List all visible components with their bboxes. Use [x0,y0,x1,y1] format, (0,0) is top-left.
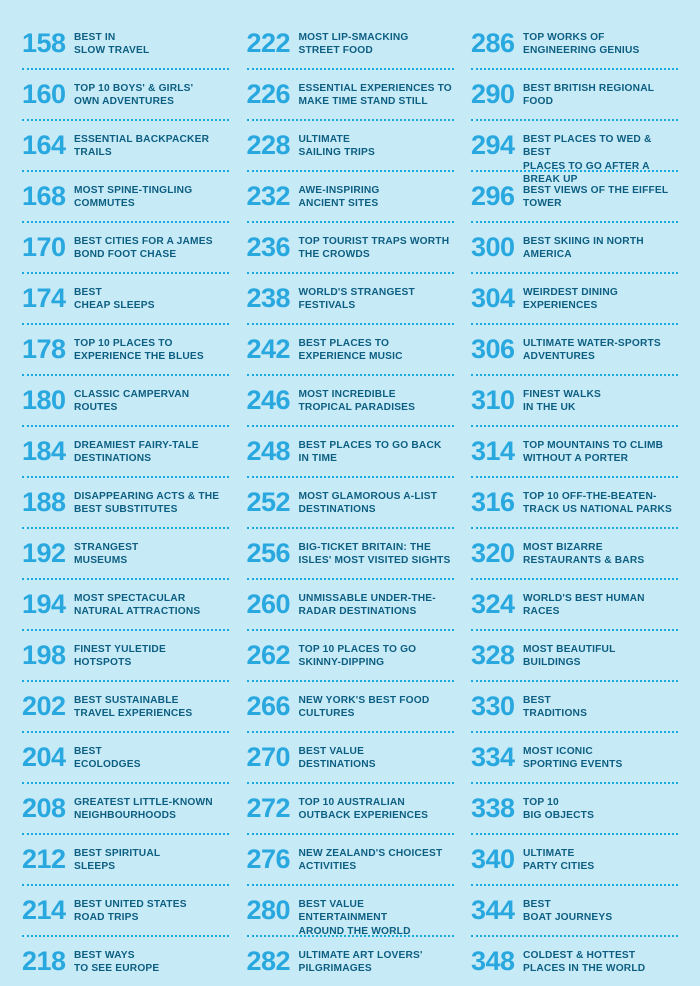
toc-entry-title-line: SAILING TRIPS [298,147,375,159]
toc-entry-page-number: 330 [471,691,515,721]
toc-entry-page-number: 306 [471,334,515,364]
toc-entry-title-line: FESTIVALS [298,300,356,312]
toc-entry-title [299,944,454,976]
toc-entry-title [523,128,678,187]
toc-entry-title-line: MOST SPECTACULAR [74,593,186,604]
toc-entry-title [299,128,454,160]
toc-entry-title-line: TRAILS [74,147,112,159]
toc-column-2 [246,26,454,976]
toc-entry-title [523,77,678,109]
toc-entry-title [299,740,454,772]
toc-entry-title-line: TROPICAL PARADISES [298,402,416,414]
toc-entry-page-number: 262 [246,640,291,670]
toc-entry-title [299,230,454,262]
toc-entry[interactable] [247,587,454,631]
toc-entry-title-line: RADAR DESTINATIONS [298,606,417,618]
toc-entry-page-number: 348 [471,946,515,976]
toc-entry-title [523,332,678,364]
toc-entry-title-line: ESSENTIAL EXPERIENCES TO [298,83,452,94]
toc-entry-title-line: BEST [74,287,102,298]
toc-entry-title [523,944,678,976]
toc-entry-title [523,791,678,823]
toc-entry-title-line: AWE-INSPIRING [298,185,380,196]
toc-entry-title [299,587,454,619]
toc-entry-title [74,383,229,415]
toc-entry-title [523,740,678,772]
toc-entry-page-number: 314 [471,436,515,466]
toc-entry-title-line: BEST SUSTAINABLE [74,695,179,706]
toc-entry[interactable] [471,638,678,682]
toc-entry-title-line: ROAD TRIPS [74,912,139,924]
toc-entry-page-number: 222 [246,28,291,58]
toc-entry[interactable] [471,740,678,784]
toc-entry-page-number: 270 [246,742,291,772]
toc-entry-title-line: BEST [74,746,102,757]
toc-entry[interactable] [471,128,678,186]
toc-entry-title-line: NEW ZEALAND'S CHOICEST [298,848,443,859]
toc-entry[interactable] [247,893,454,937]
toc-entry-title-line: WEIRDEST DINING [523,287,618,298]
toc-entry[interactable] [22,893,229,937]
toc-entry-page-number: 248 [246,436,291,466]
toc-entry-page-number: 208 [22,793,66,823]
toc-entry-page-number: 286 [471,28,515,58]
toc-entry-title-line: MAKE TIME STAND STILL [298,96,428,108]
toc-entry-title [299,332,454,364]
toc-entry-title-line: CULTURES [298,708,355,720]
toc-entry-page-number: 294 [471,130,515,160]
toc-entry[interactable] [471,485,678,529]
toc-entry-title-line: BEST IN [74,32,116,43]
toc-entry-title-line: BEST SPIRITUAL [74,848,161,859]
toc-entry-title [74,893,229,925]
toc-entry-title [74,944,229,976]
toc-entry-title-line: WORLD'S STRANGEST [298,287,415,298]
toc-entry[interactable] [22,230,229,274]
toc-entry-title-line: TOP MOUNTAINS TO CLIMB [523,440,664,451]
toc-entry-title-line: OUTBACK EXPERIENCES [298,810,429,822]
toc-entry-page-number: 256 [246,538,291,568]
toc-entry[interactable] [22,536,229,580]
toc-entry[interactable] [22,332,229,376]
toc-entry-title [523,281,678,313]
toc-entry-title-line: AROUND THE WORLD [298,925,411,937]
toc-entry-title [299,26,454,58]
toc-entry-page-number: 276 [246,844,291,874]
toc-entry-title-line: BEST PLACES TO GO BACK [298,440,442,451]
toc-entry[interactable] [471,26,678,70]
toc-entry-title-line: BEST UNITED STATES [74,899,187,910]
toc-entry-title-line: ESSENTIAL BACKPACKER [74,134,210,145]
toc-entry-title-line: ULTIMATE [523,848,575,859]
toc-entry[interactable] [471,332,678,376]
toc-entry[interactable] [247,434,454,478]
toc-entry-title [523,587,678,619]
toc-entry[interactable] [247,842,454,886]
toc-entry-title-line: TRADITIONS [523,708,588,720]
toc-entry-title-line: MOST ICONIC [523,746,593,757]
toc-entry-title-line: RESTAURANTS & BARS [523,555,645,567]
toc-entry-title [299,179,454,211]
toc-entry-title [299,434,454,466]
toc-entry[interactable] [22,179,229,223]
toc-entry-title-line: ACTIVITIES [298,861,357,873]
toc-entry-title [299,791,454,823]
toc-entry-page-number: 338 [471,793,515,823]
toc-entry[interactable] [247,791,454,835]
toc-entry-title-line: BEST BRITISH REGIONAL [523,83,655,94]
toc-entry-title-line: DREAMIEST FAIRY-TALE [74,440,199,451]
toc-entry-page-number: 260 [246,589,291,619]
toc-entry-page-number: 202 [22,691,66,721]
toc-entry-title-line: CLASSIC CAMPERVAN [74,389,190,400]
toc-entry-title-line: OWN ADVENTURES [74,96,175,108]
toc-entry-page-number: 160 [22,79,66,109]
toc-entry-title [523,230,678,262]
toc-entry[interactable] [471,281,678,325]
toc-entry-title [74,842,229,874]
toc-entry[interactable] [22,434,229,478]
toc-entry-title [299,689,454,721]
toc-entry-title-line: TRAVEL EXPERIENCES [74,708,193,720]
toc-entry[interactable] [471,587,678,631]
toc-entry-title-line: ULTIMATE [298,134,350,145]
toc-entry-title [299,77,454,109]
toc-entry-page-number: 334 [471,742,515,772]
toc-entry-title-line: CHEAP SLEEPS [74,300,155,312]
toc-entry-title [523,536,678,568]
toc-entry-title [299,485,454,517]
toc-entry-title-line: MOST LIP-SMACKING [298,32,409,43]
toc-entry-title [74,485,229,517]
toc-entry-title-line: BEST VALUE ENTERTAINMENT [298,899,388,924]
toc-entry-title [523,485,678,517]
toc-entry-title-line: TRACK US NATIONAL PARKS [523,504,673,516]
toc-entry[interactable] [247,332,454,376]
toc-entry-page-number: 304 [471,283,515,313]
toc-entry[interactable] [247,26,454,70]
toc-entry-title [74,230,229,262]
toc-entry-title-line: BUILDINGS [523,657,581,669]
toc-entry-title-line: BEST PLACES TO [298,338,390,349]
toc-entry-title-line: TOP 10 PLACES TO [74,338,173,349]
toc-entry-title-line: EXPERIENCES [523,300,598,312]
toc-entry-title-line: DISAPPEARING ACTS & THE [74,491,220,502]
toc-entry-title [523,383,678,415]
toc-entry-page-number: 174 [22,283,66,313]
toc-entry-page-number: 316 [471,487,515,517]
toc-entry-title [523,434,678,466]
toc-entry-title [523,689,678,721]
toc-entry-page-number: 232 [246,181,291,211]
toc-entry-title-line: EXPERIENCE MUSIC [298,351,403,363]
toc-entry-page-number: 340 [471,844,515,874]
toc-entry[interactable] [22,26,229,70]
toc-entry-title-line: DESTINATIONS [298,504,376,516]
toc-entry-title-line: PILGRIMAGES [298,963,372,975]
toc-entry-page-number: 344 [471,895,515,925]
toc-entry-title-line: COMMUTES [74,198,135,210]
toc-entry-title-line: BEST PLACES TO WED & BEST [523,134,652,159]
toc-entry-page-number: 320 [471,538,515,568]
toc-entry[interactable] [22,740,229,784]
toc-entry-title [74,434,229,466]
toc-entry[interactable] [22,587,229,631]
toc-entry[interactable] [22,77,229,121]
toc-entry-title [74,332,229,364]
toc-entry-title-line: MOST SPINE-TINGLING [74,185,193,196]
toc-entry-title-line: TOP 10 [523,797,559,808]
toc-entry-title-line: TOP 10 BOYS' & GIRLS' [74,83,194,94]
toc-entry-title-line: ANCIENT SITES [298,198,379,210]
toc-entry-title [523,26,678,58]
toc-entry-title [523,638,678,670]
toc-entry-page-number: 282 [246,946,291,976]
toc-entry-title-line: MOST BIZARRE [523,542,603,553]
toc-entry-title-line: FOOD [523,96,554,108]
toc-entry-title-line: ECOLODGES [74,759,141,771]
toc-entry-title [299,842,454,874]
toc-entry[interactable] [247,638,454,682]
toc-entry-page-number: 178 [22,334,66,364]
toc-entry[interactable] [22,485,229,529]
toc-entry-title-line: WITHOUT A PORTER [523,453,629,465]
toc-entry[interactable] [22,689,229,733]
toc-entry-title-line: DESTINATIONS [74,453,152,465]
toc-entry-title-line: EXPERIENCE THE BLUES [74,351,204,363]
toc-entry-page-number: 204 [22,742,66,772]
toc-entry-page-number: 192 [22,538,66,568]
toc-entry-title-line: TOP 10 AUSTRALIAN [298,797,405,808]
toc-entry-page-number: 158 [22,28,66,58]
toc-entry-title-line: BEST SUBSTITUTES [74,504,178,516]
toc-entry-page-number: 168 [22,181,66,211]
toc-entry-title [74,689,229,721]
toc-entry-title-line: TOP TOURIST TRAPS WORTH [298,236,450,247]
toc-entry-title [299,383,454,415]
toc-entry-title-line: TOWER [523,198,562,210]
toc-entry-title-line: TOP WORKS OF [523,32,605,43]
toc-entry-title [523,179,678,211]
toc-entry-title [74,128,229,160]
toc-entry-title-line: MOST BEAUTIFUL [523,644,616,655]
toc-entry[interactable] [471,536,678,580]
toc-entry-page-number: 180 [22,385,66,415]
toc-entry-page-number: 164 [22,130,66,160]
toc-entry-page-number: 310 [471,385,515,415]
toc-entry-title-line: ROUTES [74,402,118,414]
toc-entry[interactable] [471,944,678,986]
toc-entry[interactable] [471,179,678,223]
toc-entry-page-number: 272 [246,793,291,823]
toc-entry[interactable] [247,536,454,580]
toc-entry-title-line: SLOW TRAVEL [74,45,150,57]
toc-entry-title-line: UNMISSABLE UNDER-THE- [298,593,436,604]
toc-entry-page-number: 218 [22,946,66,976]
toc-entry-title-line: IN THE UK [523,402,576,414]
toc-entry-title-line: COLDEST & HOTTEST [523,950,636,961]
toc-column-1 [22,26,229,976]
toc-entry[interactable] [247,230,454,274]
toc-entry-title-line: BEST SKIING IN NORTH [523,236,644,247]
toc-entry-title [74,536,229,568]
toc-entry[interactable] [22,944,229,986]
toc-entry-title [74,77,229,109]
toc-entry-title-line: RACES [523,606,560,618]
toc-entry[interactable] [22,383,229,427]
toc-entry-title-line: BOND FOOT CHASE [74,249,177,261]
toc-entry-title-line: BIG OBJECTS [523,810,595,822]
toc-entry-title [523,893,678,925]
toc-entry-page-number: 212 [22,844,66,874]
toc-entry-title-line: THE CROWDS [298,249,370,261]
toc-entry-title-line: FINEST YULETIDE [74,644,166,655]
toc-entry-page-number: 242 [246,334,291,364]
toc-entry-title [74,26,229,58]
toc-entry[interactable] [247,485,454,529]
toc-entry-title-line: ULTIMATE ART LOVERS' [298,950,423,961]
toc-entry-page-number: 300 [471,232,515,262]
toc-entry-page-number: 246 [246,385,291,415]
toc-entry-title-line: TO SEE EUROPE [74,963,160,975]
toc-entry-title-line: TOP 10 PLACES TO GO [298,644,417,655]
toc-entry[interactable] [22,638,229,682]
toc-entry-title [74,740,229,772]
toc-entry-page-number: 238 [246,283,291,313]
toc-entry[interactable] [247,128,454,172]
toc-entry-title-line: ISLES' MOST VISITED SIGHTS [298,555,451,567]
toc-entry-title-line: BEST VIEWS OF THE EIFFEL [523,185,669,196]
toc-entry-title-line: TOP 10 OFF-THE-BEATEN- [523,491,657,502]
toc-entry-page-number: 296 [471,181,515,211]
toc-entry-title-line: BEST CITIES FOR A JAMES [74,236,213,247]
toc-entry-title-line: BEST [523,695,551,706]
toc-entry-title-line: NEIGHBOURHOODS [74,810,177,822]
toc-entry-title-line: SKINNY-DIPPING [298,657,385,669]
toc-column-3 [471,26,678,976]
toc-entry-page-number: 194 [22,589,66,619]
toc-entry-title [74,791,229,823]
toc-entry-title-line: PLACES TO GO AFTER A BREAK UP [523,160,650,186]
toc-entry[interactable] [471,689,678,733]
toc-entry-title [299,281,454,313]
toc-entry-title-line: NEW YORK'S BEST FOOD [298,695,430,706]
toc-entry-title-line: MOST GLAMOROUS A-LIST [298,491,438,502]
toc-entry-title-line: BOAT JOURNEYS [523,912,613,924]
toc-entry-page-number: 184 [22,436,66,466]
toc-entry-page-number: 252 [246,487,291,517]
toc-entry-title-line: BIG-TICKET BRITAIN: THE [298,542,431,553]
toc-entry-title [299,536,454,568]
toc-entry-title-line: ADVENTURES [523,351,595,363]
toc-entry-title-line: SPORTING EVENTS [523,759,623,771]
toc-entry-title-line: SLEEPS [74,861,116,873]
toc-entry-page-number: 290 [471,79,515,109]
toc-entry-title-line: STRANGEST [74,542,139,553]
toc-entry-title [523,842,678,874]
toc-entry-title-line: FINEST WALKS [523,389,601,400]
toc-entry-title-line: AMERICA [523,249,572,261]
toc-entry[interactable] [22,842,229,886]
toc-entry-page-number: 198 [22,640,66,670]
toc-entry-title-line: PLACES IN THE WORLD [523,963,646,975]
toc-entry[interactable] [471,893,678,937]
toc-entry-title [74,638,229,670]
toc-entry-page-number: 214 [22,895,66,925]
toc-entry[interactable] [471,842,678,886]
toc-entry-title-line: IN TIME [298,453,338,465]
toc-entry[interactable] [247,689,454,733]
toc-entry[interactable] [22,281,229,325]
toc-entry-title [299,893,454,938]
toc-entry-title-line: GREATEST LITTLE-KNOWN [74,797,213,808]
toc-entry-title-line: BEST [523,899,551,910]
toc-entry[interactable] [247,944,454,986]
toc-entry-page-number: 280 [246,895,291,925]
toc-entry-title [74,179,229,211]
toc-entry-title-line: ENGINEERING GENIUS [523,45,640,57]
toc-entry-title [299,638,454,670]
toc-entry[interactable] [247,383,454,427]
toc-entry-title-line: BEST VALUE [298,746,365,757]
toc-entry-page-number: 328 [471,640,515,670]
toc-entry-page-number: 188 [22,487,66,517]
toc-entry-title-line: PARTY CITIES [523,861,595,873]
toc-entry-page-number: 226 [246,79,291,109]
toc-entry-title-line: HOTSPOTS [74,657,132,669]
toc-entry-title [74,281,229,313]
toc-entry[interactable] [247,179,454,223]
toc-entry-title-line: BEST WAYS [74,950,135,961]
toc-entry-title-line: NATURAL ATTRACTIONS [74,606,201,618]
toc-entry-title-line: MOST INCREDIBLE [298,389,396,400]
toc-entry-title-line: STREET FOOD [298,45,373,57]
toc-entry-title-line: DESTINATIONS [298,759,376,771]
toc-entry-page-number: 170 [22,232,66,262]
toc-entry[interactable] [247,281,454,325]
toc-entry[interactable] [247,77,454,121]
toc-entry-page-number: 324 [471,589,515,619]
toc-entry-page-number: 236 [246,232,291,262]
toc-entry-title-line: ULTIMATE WATER-SPORTS [523,338,661,349]
toc-entry-title-line: MUSEUMS [74,555,128,567]
toc-entry-page-number: 266 [246,691,291,721]
toc-entry[interactable] [22,791,229,835]
toc-entry-title-line: WORLD'S BEST HUMAN [523,593,645,604]
toc-entry-title [74,587,229,619]
toc-entry[interactable] [247,740,454,784]
toc-entry[interactable] [471,77,678,121]
toc-entry-page-number: 228 [246,130,291,160]
toc-entry[interactable] [471,791,678,835]
toc-entry[interactable] [471,383,678,427]
toc-entry[interactable] [22,128,229,172]
toc-entry[interactable] [471,434,678,478]
toc-entry[interactable] [471,230,678,274]
